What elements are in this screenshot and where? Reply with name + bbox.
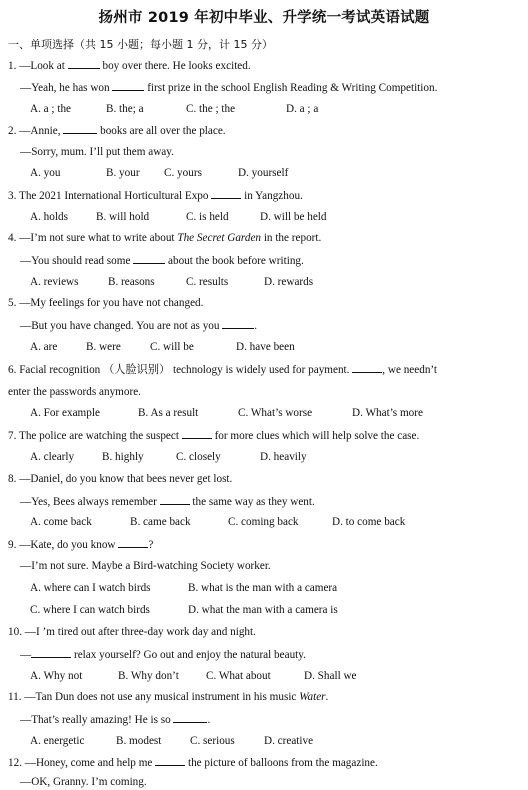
answer-blank [222,317,254,329]
option-d: D. rewards [264,276,314,288]
answer-blank [63,122,97,134]
question-10-stem: 10. —I ’m tired out after three-day work day and night. [8,626,256,638]
option-a: A. reviews [30,276,79,288]
answer-blank [31,646,71,658]
option-a: A. you [30,167,61,179]
question-4-stem: 4. —I’m not sure what to write about The Secret Garden in the report. [8,232,322,244]
option-d: D. Shall we [304,670,357,682]
option-a: A. clearly [30,451,75,463]
option-b: B. were [86,341,121,353]
question-8-stem: 8. —Daniel, do you know that bees never get lost. [8,473,233,485]
option-b: B. As a result [138,407,199,419]
answer-blank [155,754,185,766]
answer-blank [173,711,207,723]
option-c: C. What’s worse [238,407,313,419]
question-10-reply: — relax yourself? Go out and enjoy the natural beauty. [20,646,306,663]
question-7-stem: 7. The police are watching the suspect for more clues which will help solve the case. [8,427,419,444]
answer-blank [182,427,212,439]
question-3-stem: 3. The 2021 International Horticultural Expo in Yangzhou. [8,187,303,204]
option-b: B. highly [102,451,144,463]
option-d: D. have been [236,341,295,353]
option-c: C. results [186,276,229,288]
option-d: D. heavily [260,451,307,463]
question-1-reply: —Yeah, he has won first prize in the school English Reading & Writing Competition. [20,79,437,96]
option-a: A. Why not [30,670,83,682]
question-1-stem: 1. —Look at boy over there. He looks excited. [8,57,251,74]
option-a: A. energetic [30,735,85,747]
option-b: B. will hold [96,211,150,223]
option-c: C. yours [164,167,202,179]
question-9-stem: 9. —Kate, do you know ? [8,536,153,553]
option-c: C. coming back [228,516,299,528]
question-12-reply: —OK, Granny. I’m coming. [20,776,147,788]
option-d: D. a ; a [286,103,319,115]
answer-blank [112,79,144,91]
option-b: B. the; a [106,103,144,115]
option-a: A. holds [30,211,68,223]
answer-blank [352,361,382,373]
option-b: B. came back [130,516,191,528]
question-9-reply: —I’m not sure. Maybe a Bird-watching Society worker. [20,560,271,572]
option-a: A. are [30,341,58,353]
question-6-stem: 6. Facial recognition （人脸识别） technology is widely used for payment. , we needn’t [8,361,437,378]
option-d: D. yourself [238,167,289,179]
question-6-stem-cont: enter the passwords anymore. [8,386,141,398]
option-c: C. closely [176,451,221,463]
option-b: B. reasons [108,276,155,288]
answer-blank [160,493,190,505]
option-d: D. will be held [260,211,327,223]
answer-blank [68,57,100,69]
question-8-reply: —Yes, Bees always remember the same way as they went. [20,493,315,510]
option-a: A. come back [30,516,92,528]
option-c: C. serious [190,735,235,747]
option-d: D. creative [264,735,314,747]
option-d: D. what the man with a camera is [188,604,338,616]
section-heading: 一、单项选择（共 15 小题；每小题 1 分，计 15 分） [8,38,273,51]
question-11-stem: 11. —Tan Dun does not use any musical instrument in his music Water. [8,691,329,703]
option-d: D. What’s more [352,407,423,419]
option-a: A. where can I watch birds [30,582,151,594]
option-d: D. to come back [332,516,406,528]
question-4-reply: —You should read some about the book before writing. [20,252,304,269]
question-12-stem: 12. —Honey, come and help me the picture of balloons from the magazine. [8,754,378,771]
option-c: C. where I can watch birds [30,604,150,616]
option-b: B. Why don’t [118,670,179,682]
answer-blank [118,536,148,548]
question-5-reply: —But you have changed. You are not as you . [20,317,257,334]
option-c: C. will be [150,341,194,353]
answer-blank [211,187,241,199]
option-a: A. a ; the [30,103,72,115]
option-b: B. modest [116,735,162,747]
option-a: A. For example [30,407,100,419]
question-5-stem: 5. —My feelings for you have not changed. [8,297,204,309]
option-c: C. is held [186,211,229,223]
option-c: C. the ; the [186,103,236,115]
work-title: Water [299,691,326,703]
question-11-reply: —That’s really amazing! He is so . [20,711,210,728]
option-c: C. What about [206,670,271,682]
option-b: B. your [106,167,140,179]
exam-title: 扬州市 2019 年初中毕业、升学统一考试英语试题 [98,10,430,26]
answer-blank [133,252,165,264]
question-2-reply: —Sorry, mum. I’ll put them away. [20,146,174,158]
book-title: The Secret Garden [177,232,262,244]
option-b: B. what is the man with a camera [188,582,338,594]
question-2-stem: 2. —Annie, books are all over the place. [8,122,226,139]
